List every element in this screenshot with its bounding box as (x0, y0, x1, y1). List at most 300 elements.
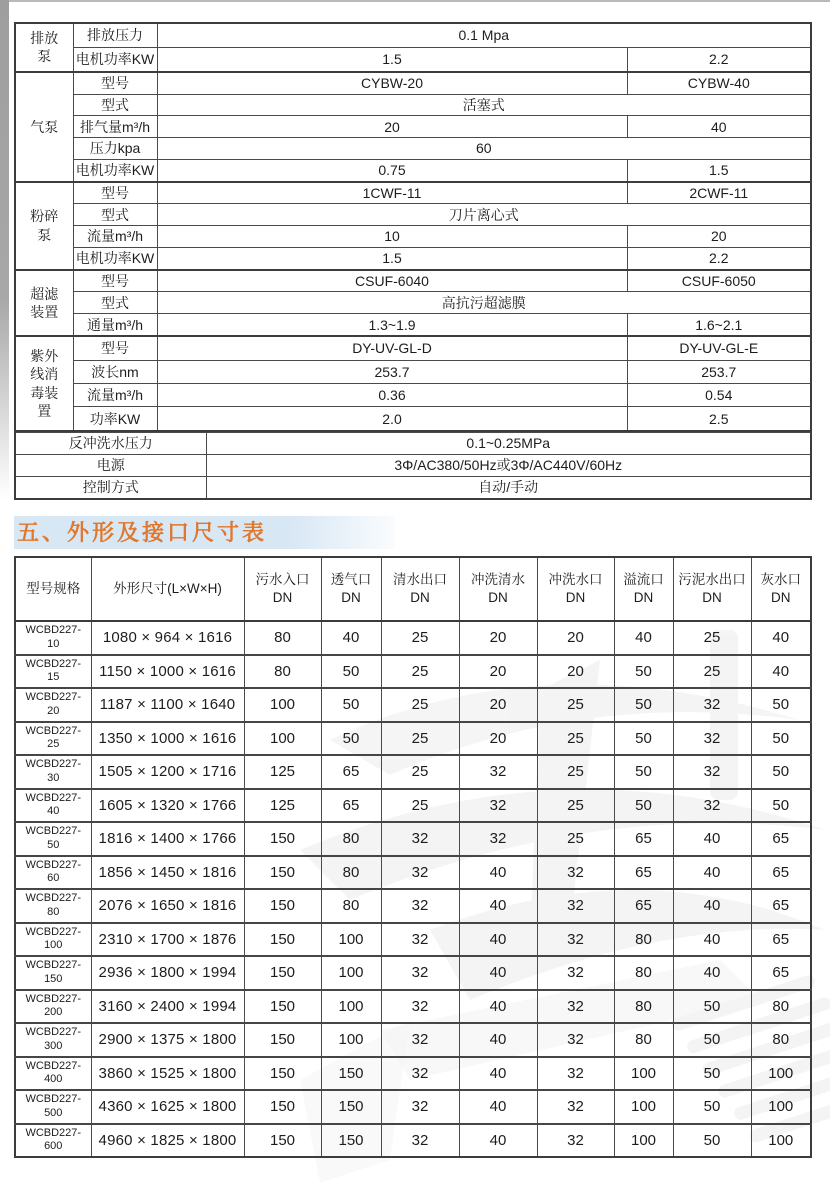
dim-dn-cell: 40 (673, 923, 751, 957)
spec-value-cell: CSUF-6040 (157, 270, 627, 292)
dim-dn-cell: 150 (244, 889, 321, 923)
dim-header-label: 冲洗水口 (548, 571, 603, 587)
dim-dn-cell: 50 (673, 990, 751, 1024)
dim-dn-cell: 100 (244, 722, 321, 756)
dim-dn-cell: 32 (459, 822, 537, 856)
dim-dn-cell: 80 (244, 621, 321, 655)
dim-model-cell (15, 655, 91, 689)
spec-footer-label-cell: 控制方式 (15, 476, 206, 499)
dim-dn-cell: 40 (459, 856, 537, 890)
spec-value-cell: 1.6~2.1 (627, 314, 811, 336)
dim-model-prefix: WCBD227- (25, 1026, 82, 1038)
dim-dn-cell: 40 (673, 822, 751, 856)
dim-model-number: 400 (44, 1073, 63, 1086)
dim-dn-cell: 150 (244, 1023, 321, 1057)
dim-dn-cell: 100 (244, 688, 321, 722)
spec-row (15, 247, 811, 269)
dim-dn-cell: 150 (244, 990, 321, 1024)
dim-dn-cell: 32 (381, 990, 459, 1024)
dim-header-label: 清水出口 (393, 571, 447, 587)
dim-row (15, 1090, 811, 1124)
dimension-table-body (15, 621, 811, 1157)
spec-label-cell: 功率KW (73, 407, 157, 431)
spec-label-cell: 电机功率KW (73, 47, 157, 71)
dim-dn-cell: 150 (244, 1090, 321, 1124)
dim-dn-cell: 25 (381, 722, 459, 756)
spec-value-cell: 1.5 (157, 47, 627, 71)
dim-model-number: 60 (47, 872, 60, 885)
spec-row (15, 72, 811, 94)
dim-model-cell (15, 688, 91, 722)
spec-value-cell: 10 (157, 226, 627, 248)
dim-dn-cell: 32 (673, 755, 751, 789)
dim-dn-cell: 20 (459, 722, 537, 756)
dim-dn-cell: 40 (459, 923, 537, 957)
dim-model-prefix: WCBD227- (25, 925, 82, 938)
dim-dn-cell: 100 (751, 1124, 811, 1158)
dim-row (15, 1057, 811, 1091)
dim-dn-cell: 50 (321, 688, 381, 722)
spec-value-cell: 2.2 (627, 247, 811, 269)
dim-dn-cell: 32 (673, 789, 751, 823)
spec-value-cell: 0.36 (157, 383, 627, 406)
dim-dn-cell: 32 (537, 923, 614, 957)
dim-header-cell (673, 557, 751, 621)
spec-row (15, 182, 811, 204)
dim-header-sub: DN (341, 590, 361, 605)
dim-dn-cell: 50 (751, 688, 811, 722)
dim-size-cell: 1816 × 1400 × 1766 (91, 822, 244, 856)
dim-header-sub: DN (702, 590, 722, 605)
dim-dn-cell: 32 (537, 889, 614, 923)
spec-value-cell: 0.54 (627, 383, 811, 406)
dim-dn-cell: 32 (459, 755, 537, 789)
dim-dn-cell: 80 (321, 889, 381, 923)
dim-model-number: 500 (44, 1106, 63, 1119)
spec-label-cell: 型式 (73, 292, 157, 314)
dim-header-sub: DN (272, 590, 293, 605)
spec-group-cell (15, 72, 73, 182)
spec-label-cell: 通量m³/h (73, 314, 157, 336)
dim-dn-cell: 100 (751, 1057, 811, 1091)
spec-value-cell: 40 (627, 116, 811, 138)
dim-model-prefix: WCBD227- (25, 657, 82, 670)
dim-header-sub: DN (771, 590, 791, 605)
dim-header-sub: DN (565, 590, 586, 605)
dim-dn-cell: 125 (244, 755, 321, 789)
dim-model-number: 100 (44, 939, 63, 952)
spec-value-cell: 活塞式 (157, 94, 811, 116)
dim-dn-cell: 150 (321, 1124, 381, 1158)
dim-dn-cell: 32 (537, 1057, 614, 1091)
dim-dn-cell: 80 (321, 856, 381, 890)
dim-size-cell: 3160 × 2400 × 1994 (91, 990, 244, 1024)
spec-footer-value-cell: 3Φ/AC380/50Hz或3Φ/AC440V/60Hz (206, 454, 811, 476)
dim-dn-cell: 50 (673, 1057, 751, 1091)
dim-dn-cell: 32 (381, 856, 459, 890)
spec-row (15, 23, 811, 47)
spec-row (15, 47, 811, 71)
spec-label-cell: 流量m³/h (73, 383, 157, 406)
dim-dn-cell: 50 (673, 1090, 751, 1124)
dim-header-label: 外形尺寸(L×W×H) (113, 580, 222, 596)
dim-model-cell (15, 1023, 91, 1057)
spec-value-cell: 253.7 (157, 360, 627, 383)
spec-value-cell: 2.2 (627, 47, 811, 71)
dim-dn-cell: 80 (751, 990, 811, 1024)
dim-dn-cell: 32 (381, 1124, 459, 1158)
dim-size-cell: 1505 × 1200 × 1716 (91, 755, 244, 789)
dim-row (15, 755, 811, 789)
dim-dn-cell: 32 (537, 990, 614, 1024)
dim-model-prefix: WCBD227- (25, 758, 82, 770)
dim-header-cell (321, 557, 381, 621)
dim-model-prefix: WCBD227- (25, 791, 82, 804)
dim-dn-cell: 100 (751, 1090, 811, 1124)
dim-size-cell: 1080 × 964 × 1616 (91, 621, 244, 655)
dim-model-cell (15, 1090, 91, 1124)
spec-label-cell: 电机功率KW (73, 159, 157, 181)
dim-model-prefix: WCBD227- (25, 724, 82, 737)
dim-model-cell (15, 789, 91, 823)
spec-footer-row (15, 433, 811, 455)
spec-label-cell: 排气量m³/h (73, 116, 157, 138)
dim-dn-cell: 25 (537, 755, 614, 789)
pump-spec-footer-body (15, 433, 811, 500)
dim-dn-cell: 25 (381, 655, 459, 689)
dim-model-prefix: WCBD227- (25, 1059, 82, 1072)
dim-dn-cell: 65 (751, 856, 811, 890)
spec-label-cell: 流量m³/h (73, 226, 157, 248)
dim-dn-cell: 32 (381, 1023, 459, 1057)
dim-header-row (15, 557, 811, 621)
dim-header-cell (15, 557, 91, 621)
dim-dn-cell: 150 (244, 856, 321, 890)
dim-dn-cell: 100 (321, 990, 381, 1024)
dim-row (15, 889, 811, 923)
dim-dn-cell: 25 (673, 621, 751, 655)
spec-value-cell: CYBW-40 (627, 72, 811, 94)
dim-dn-cell: 40 (673, 889, 751, 923)
dim-dn-cell: 40 (614, 621, 673, 655)
dim-dn-cell: 50 (614, 755, 673, 789)
dim-dn-cell: 50 (614, 688, 673, 722)
dim-size-cell: 4360 × 1625 × 1800 (91, 1090, 244, 1124)
dim-dn-cell: 40 (673, 956, 751, 990)
dim-dn-cell: 32 (673, 722, 751, 756)
dim-model-number: 10 (47, 637, 60, 650)
dim-dn-cell: 40 (459, 1057, 537, 1091)
spec-row (15, 204, 811, 226)
dim-dn-cell: 80 (614, 956, 673, 990)
dim-model-number: 600 (44, 1140, 63, 1153)
spec-row (15, 292, 811, 314)
spec-value-cell: 253.7 (627, 360, 811, 383)
dim-dn-cell: 20 (459, 621, 537, 655)
dim-dn-cell: 100 (321, 956, 381, 990)
pump-spec-body (15, 23, 811, 431)
spec-footer-value-cell: 自动/手动 (206, 476, 811, 499)
spec-label-cell: 型号 (73, 336, 157, 360)
dim-header-cell (614, 557, 673, 621)
dim-size-cell: 1150 × 1000 × 1616 (91, 655, 244, 689)
dim-dn-cell: 32 (537, 1124, 614, 1158)
dim-dn-cell: 50 (673, 1124, 751, 1158)
dim-dn-cell: 20 (459, 688, 537, 722)
dim-size-cell: 2936 × 1800 × 1994 (91, 956, 244, 990)
dim-header-label: 灰水口 (760, 571, 801, 587)
dim-header-label: 冲洗清水 (471, 571, 525, 587)
dim-dn-cell: 40 (459, 889, 537, 923)
dim-dn-cell: 20 (537, 655, 614, 689)
dim-header-cell (537, 557, 614, 621)
dim-model-prefix: WCBD227- (25, 892, 82, 904)
dim-dn-cell: 25 (537, 688, 614, 722)
spec-value-cell: 2CWF-11 (627, 182, 811, 204)
dim-model-number: 300 (44, 1039, 63, 1052)
dim-dn-cell: 20 (459, 655, 537, 689)
dim-header-sub: DN (488, 590, 508, 605)
dim-header-sub: DN (410, 590, 430, 605)
spec-value-cell: 20 (627, 226, 811, 248)
dim-dn-cell: 25 (381, 688, 459, 722)
dim-row (15, 990, 811, 1024)
dim-dn-cell: 50 (614, 722, 673, 756)
dim-header-sub: DN (633, 590, 654, 605)
dim-model-number: 150 (44, 972, 63, 985)
dim-size-cell: 4960 × 1825 × 1800 (91, 1124, 244, 1158)
dim-model-cell (15, 1057, 91, 1091)
dim-header-label: 透气口 (330, 571, 372, 587)
dim-dn-cell: 25 (673, 655, 751, 689)
spec-value-cell: 1.5 (627, 159, 811, 181)
dim-dn-cell: 40 (459, 1124, 537, 1158)
dim-size-cell: 2076 × 1650 × 1816 (91, 889, 244, 923)
spec-group-label: 排放泵 (30, 30, 59, 65)
spec-label-cell: 排放压力 (73, 23, 157, 47)
dim-dn-cell: 32 (537, 1090, 614, 1124)
dim-header-cell (91, 557, 244, 621)
dim-dn-cell: 65 (751, 956, 811, 990)
dim-model-cell (15, 990, 91, 1024)
dim-dn-cell: 25 (537, 789, 614, 823)
dim-dn-cell: 32 (381, 956, 459, 990)
spec-group-label: 气泵 (30, 118, 59, 135)
dim-model-prefix: WCBD227- (25, 858, 82, 871)
dim-row (15, 789, 811, 823)
dim-size-cell: 1605 × 1320 × 1766 (91, 789, 244, 823)
spec-value-cell: 高抗污超滤膜 (157, 292, 811, 314)
dim-header-cell (459, 557, 537, 621)
spec-value-cell: 1CWF-11 (157, 182, 627, 204)
dim-header-label: 型号规格 (26, 580, 81, 596)
spec-row (15, 314, 811, 336)
dim-dn-cell: 80 (614, 923, 673, 957)
dim-model-prefix: WCBD227- (25, 825, 82, 837)
dim-model-number: 20 (47, 704, 60, 717)
dim-model-prefix: WCBD227- (25, 992, 82, 1005)
dim-dn-cell: 65 (614, 889, 673, 923)
dim-row (15, 956, 811, 990)
dim-dn-cell: 65 (751, 889, 811, 923)
dim-size-cell: 3860 × 1525 × 1800 (91, 1057, 244, 1091)
spec-value-cell: 1.5 (157, 247, 627, 269)
dim-header-label: 污泥水出口 (678, 571, 746, 587)
dim-dn-cell: 25 (381, 789, 459, 823)
dim-dn-cell: 32 (381, 822, 459, 856)
dim-model-cell (15, 722, 91, 756)
dim-dn-cell: 150 (244, 1057, 321, 1091)
dim-dn-cell: 65 (751, 822, 811, 856)
dim-dn-cell: 25 (537, 822, 614, 856)
dim-dn-cell: 32 (381, 1090, 459, 1124)
dim-dn-cell: 20 (537, 621, 614, 655)
dim-dn-cell: 80 (751, 1023, 811, 1057)
spec-group-cell (15, 23, 73, 72)
spec-row (15, 336, 811, 360)
spec-value-cell: 60 (157, 137, 811, 159)
dim-dn-cell: 50 (751, 789, 811, 823)
dim-model-cell (15, 856, 91, 890)
dim-dn-cell: 65 (321, 789, 381, 823)
spec-group-label: 紫外线消毒装置 (30, 348, 59, 419)
dim-model-cell (15, 755, 91, 789)
spec-value-cell: 1.3~1.9 (157, 314, 627, 336)
dim-dn-cell: 150 (244, 956, 321, 990)
dim-dn-cell: 100 (614, 1124, 673, 1158)
dim-dn-cell: 150 (244, 1124, 321, 1158)
dim-dn-cell: 150 (244, 923, 321, 957)
dim-dn-cell: 125 (244, 789, 321, 823)
spec-row (15, 360, 811, 383)
dim-header-label: 污水入口 (255, 571, 310, 587)
dim-dn-cell: 32 (537, 856, 614, 890)
dim-dn-cell: 80 (614, 1023, 673, 1057)
dim-header-label: 溢流口 (623, 571, 664, 587)
dim-dn-cell: 40 (751, 655, 811, 689)
dim-dn-cell: 65 (614, 822, 673, 856)
spec-row (15, 159, 811, 181)
dim-dn-cell: 50 (751, 722, 811, 756)
dim-dn-cell: 50 (614, 789, 673, 823)
dim-dn-cell: 40 (673, 856, 751, 890)
pump-spec-footer-table (14, 432, 812, 500)
dim-row (15, 1124, 811, 1158)
dim-dn-cell: 50 (673, 1023, 751, 1057)
dim-model-number: 40 (47, 805, 60, 818)
dim-dn-cell: 32 (381, 1057, 459, 1091)
dim-dn-cell: 25 (381, 755, 459, 789)
dim-model-number: 50 (47, 838, 60, 851)
spec-label-cell: 压力kpa (73, 137, 157, 159)
dim-dn-cell: 40 (459, 956, 537, 990)
dim-row (15, 655, 811, 689)
dim-dn-cell: 100 (614, 1090, 673, 1124)
dim-model-prefix: WCBD227- (25, 959, 82, 971)
spec-value-cell: DY-UV-GL-D (157, 336, 627, 360)
dim-dn-cell: 100 (321, 1023, 381, 1057)
dim-dn-cell: 65 (751, 923, 811, 957)
spec-footer-value-cell: 0.1~0.25MPa (206, 433, 811, 455)
dim-dn-cell: 150 (321, 1057, 381, 1091)
scan-edge-top (0, 0, 830, 2)
dim-dn-cell: 32 (381, 889, 459, 923)
spec-group-cell (15, 336, 73, 431)
spec-value-cell: 刀片离心式 (157, 204, 811, 226)
dim-size-cell: 1187 × 1100 × 1640 (91, 688, 244, 722)
spec-label-cell: 型式 (73, 204, 157, 226)
dim-dn-cell: 65 (321, 755, 381, 789)
dim-dn-cell: 40 (459, 1023, 537, 1057)
dim-row (15, 822, 811, 856)
spec-value-cell: 2.5 (627, 407, 811, 431)
dim-model-cell (15, 889, 91, 923)
dim-dn-cell: 25 (537, 722, 614, 756)
spec-value-cell: CSUF-6050 (627, 270, 811, 292)
spec-row (15, 270, 811, 292)
dim-dn-cell: 32 (381, 923, 459, 957)
section-title-text: 五、外形及接口尺寸表 (17, 520, 268, 545)
dim-dn-cell: 80 (614, 990, 673, 1024)
dim-row (15, 856, 811, 890)
spec-footer-row (15, 476, 811, 499)
dim-header-cell (751, 557, 811, 621)
dim-dn-cell: 50 (321, 722, 381, 756)
dim-dn-cell: 32 (673, 688, 751, 722)
dim-model-prefix: WCBD227- (25, 691, 82, 703)
dim-row (15, 688, 811, 722)
spec-group-label: 超滤装置 (30, 285, 59, 320)
spec-label-cell: 型号 (73, 72, 157, 94)
dimension-table (14, 556, 812, 1158)
dim-dn-cell: 50 (321, 655, 381, 689)
dim-dn-cell: 40 (459, 990, 537, 1024)
spec-label-cell: 波长nm (73, 360, 157, 383)
spec-group-cell (15, 270, 73, 336)
dim-model-number: 30 (47, 771, 60, 784)
spec-value-cell: 0.1 Mpa (157, 23, 811, 47)
dim-header-cell (381, 557, 459, 621)
dim-size-cell: 2310 × 1700 × 1876 (91, 923, 244, 957)
dim-dn-cell: 150 (244, 822, 321, 856)
dim-dn-cell: 32 (459, 789, 537, 823)
spec-footer-label-cell: 电源 (15, 454, 206, 476)
dim-model-number: 80 (47, 905, 60, 918)
dim-model-number: 15 (47, 671, 60, 684)
spec-row (15, 226, 811, 248)
dim-model-number: 25 (47, 738, 60, 751)
spec-label-cell: 电机功率KW (73, 247, 157, 269)
dim-header-cell (244, 557, 321, 621)
dim-dn-cell: 150 (321, 1090, 381, 1124)
spec-row (15, 383, 811, 406)
spec-row (15, 137, 811, 159)
section-title (14, 516, 395, 549)
dim-dn-cell: 100 (614, 1057, 673, 1091)
spec-value-cell: CYBW-20 (157, 72, 627, 94)
dim-dn-cell: 50 (751, 755, 811, 789)
dim-dn-cell: 50 (614, 655, 673, 689)
spec-value-cell: 2.0 (157, 407, 627, 431)
dim-model-prefix: WCBD227- (25, 624, 82, 636)
dim-dn-cell: 25 (381, 621, 459, 655)
spec-value-cell: 20 (157, 116, 627, 138)
dim-row (15, 621, 811, 655)
spec-row (15, 407, 811, 431)
spec-value-cell: DY-UV-GL-E (627, 336, 811, 360)
spec-group-cell (15, 182, 73, 270)
spec-group-label: 粉碎泵 (30, 208, 59, 243)
